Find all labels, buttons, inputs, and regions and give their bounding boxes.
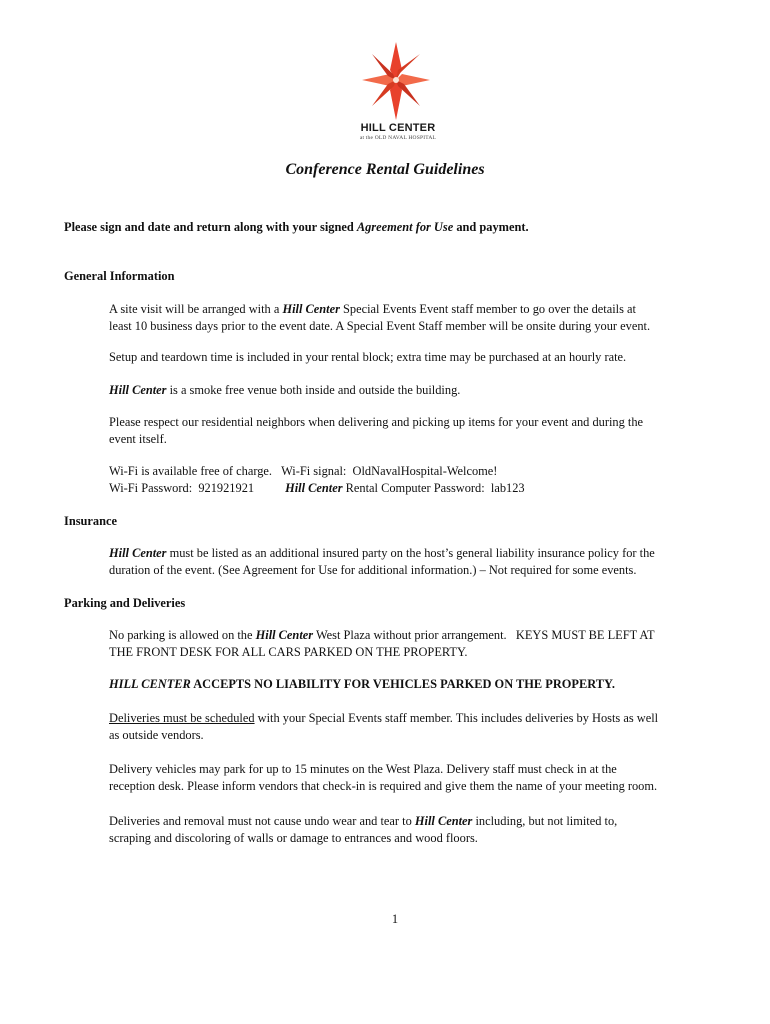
parking-paragraph-wear: Deliveries and removal must not cause undo wear and tear to Hill Center including, but not limited to, scraping and discoloring of walls or damage to entrances and wood floors. [109,814,618,845]
page-number: 1 [391,912,399,926]
logo-name: HILL CENTER [360,122,436,134]
instruction-text: Please sign and date and return along with your signed Agreement for Use and payment. [64,220,529,234]
general-paragraph-smoke-free: Hill Center is a smoke free venue both inside and outside the building. [109,383,461,397]
general-paragraph-site-visit: A site visit will be arranged with a Hill Center Special Events Event staff member to go over the details at least 10 business days prior to the event date. A Special Event Staff member will be onsite during your event. [109,302,651,333]
insurance-paragraph: Hill Center must be listed as an additional insured party on the host’s general liability insurance policy for the duration of the event. (See Agreement for Use for additional information.) – Not required for some events. [109,546,655,577]
parking-paragraph-keys: No parking is allowed on the Hill Center West Plaza without prior arrangement. KEYS MUST BE LEFT AT THE FRONT DESK FOR ALL CARS PARKED ON THE PROPERTY. [109,628,655,659]
section-heading-insurance: Insurance [64,514,118,528]
parking-paragraph-deliveries: Deliveries must be scheduled with your Special Events staff member. This includes deliveries by Hosts as well as outside vendors. [109,711,659,742]
general-paragraph-setup: Setup and teardown time is included in your rental block; extra time may be purchased at an hourly rate. [109,350,627,364]
section-heading-parking: Parking and Deliveries [64,596,186,610]
general-paragraph-wifi: Wi-Fi is available free of charge. Wi-Fi signal: OldNavalHospital-Welcome! Wi-Fi Password: 921921921 Hill Center Rental Computer Password: lab123 [109,464,525,495]
parking-paragraph-vehicles: Delivery vehicles may park for up to 15 minutes on the West Plaza. Delivery staff must check in at the reception desk. Please inform vendors that check-in is required and give them the name of your meeting room. [109,762,658,793]
general-paragraph-neighbors: Please respect our residential neighbors when delivering and picking up items for your event and during the event itself. [109,415,644,446]
section-heading-general: General Information [64,269,175,283]
compass-star-icon [360,40,432,122]
hill-center-logo [340,40,450,150]
page-title: Conference Rental Guidelines [285,161,485,178]
parking-liability-notice: HILL CENTER ACCEPTS NO LIABILITY FOR VEHICLES PARKED ON THE PROPERTY. [109,677,615,691]
logo-subtitle: at the OLD NAVAL HOSPITAL [359,135,437,141]
